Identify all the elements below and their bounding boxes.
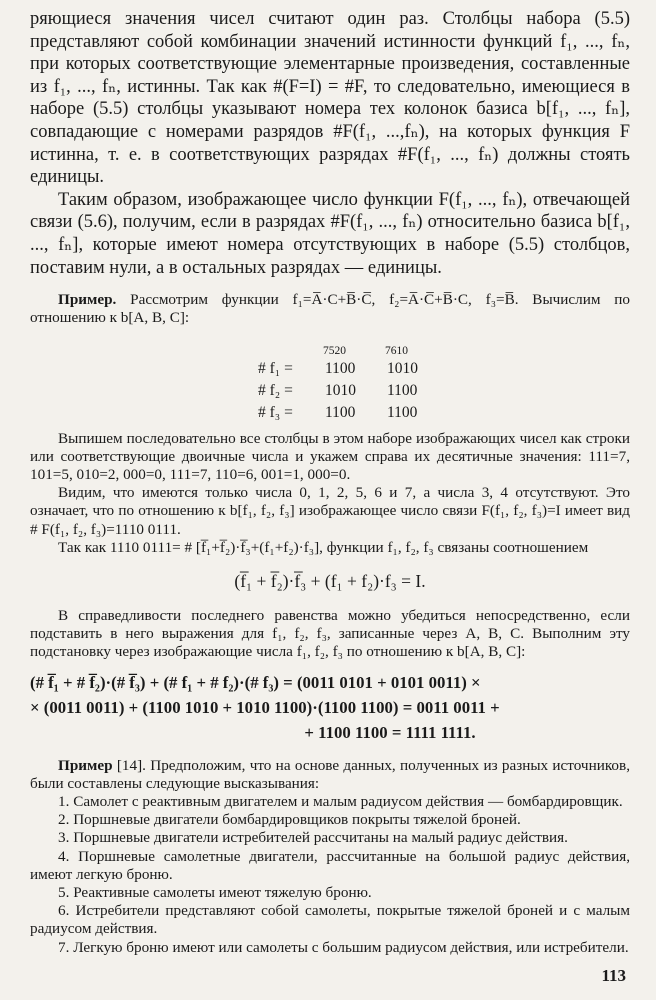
- row-label: # f₃ =: [258, 403, 293, 421]
- paragraph: Выпишем последовательно все столбцы в этом наборе изображающих чисел как строки или соответствующие двоичные числа и укажем справа их десятичные значения: 111=7, 101=5, 010=2, 000=0, 111=7, 110=6, 001=1, 000=0.: [30, 429, 630, 483]
- row-value: 1100: [325, 359, 356, 377]
- list-item: 2. Поршневые двигатели бомбардировщиков покрыты тяжелой броней.: [58, 811, 521, 829]
- formula-line: (# f̅₁ + # f̅₂)·(# f̅₃) + (# f₁ + # f₂)·(# f₃) = (0011 0101 + 0101 0011) ×: [30, 672, 481, 692]
- example-reference: [14].: [116, 756, 146, 774]
- paragraph: В справедливости последнего равенства можно убедиться непосредственно, если подставить в него выражения для f₁, f₂, f₃, записанные через A, B, C. Выполним эту подстановку через изображающие числа f₁, f₂, f₃ по отношению к b[A, B, C]:: [30, 606, 630, 661]
- substitution-formula: [30, 670, 630, 745]
- column-header: 7610: [385, 344, 408, 357]
- example-title: Пример: [58, 756, 113, 774]
- table-row: [30, 380, 630, 402]
- example-text: Предположим, что на основе данных, полученных из разных источников, были составлены следующие высказывания:: [30, 756, 630, 792]
- paragraph: ряющиеся значения чисел считают один раз. Столбцы набора (5.5) представляют собой комбинации значений истинности функций f₁, ..., fₙ, при которых соответствующие элементарные произведения, составленные из f₁, ..., fₙ, истинны. Так как #(F=I) = #F, то следовательно, имеющиеся в наборе (5.5) столбцы указывают номера тех колонок базиса b[f₁, ..., fₙ], совпадающие с номерами разрядов #F(f₁, ...,fₙ), на которых функция F истинна, т. е. в соответствующих разрядах #F(f₁, ..., fₙ) должны стоять единицы.: [30, 9, 630, 188]
- paragraph: Так как 1110 0111= # [f̅₁+f̅₂)·f̅₃+(f₁+f₂)·f₃], функции f₁, f₂, f₃ связаны соотношением: [58, 538, 589, 556]
- list-item: 6. Истребители представляют собой самолеты, покрытые тяжелой броней и с малым радиусом действия.: [30, 902, 630, 938]
- paragraph: Видим, что имеются только числа 0, 1, 2, 5, 6 и 7, а числа 3, 4 отсутствуют. Это означает, что по отношению к b[f₁, f₂, f₃] изображающее число связи F(f₁, f₂, f₃)=I имеет вид # F(f₁, f₂, f₃)=1110 0111.: [30, 484, 630, 538]
- example-title: Пример.: [58, 291, 117, 309]
- table-column-headers: [30, 336, 630, 358]
- row-value: 1010: [325, 381, 356, 399]
- row-label: # f₁ =: [258, 359, 293, 377]
- page-number: 113: [601, 966, 626, 985]
- example-2-paragraph: [30, 757, 630, 793]
- row-value: 1100: [387, 381, 418, 399]
- list-item: 4. Поршневые самолетные двигатели, рассчитанные на большой радиус действия, имеют легкую броню.: [30, 847, 630, 883]
- formula-line: × (0011 0011) + (1100 1010 + 1010 1100)·(1100 1100) = 0011 0011 +: [30, 697, 500, 717]
- formula-line: + 1100 1100 = 1111 1111.: [304, 722, 476, 742]
- list-item: 5. Реактивные самолеты имеют тяжелую броню.: [58, 883, 372, 901]
- page-content: [30, 8, 630, 957]
- list-item: 1. Самолет с реактивным двигателем и малым радиусом действия — бомбардировщик.: [58, 792, 623, 810]
- table-row: [30, 402, 630, 424]
- row-value: 1100: [387, 403, 418, 421]
- list-item: 7. Легкую броню имеют или самолеты с большим радиусом действия, или истребители.: [58, 938, 629, 956]
- row-label: # f₂ =: [258, 381, 293, 399]
- row-value: 1010: [387, 359, 418, 377]
- column-header: 7520: [323, 344, 346, 357]
- example-text: Рассмотрим функции f₁=A̅·C+B̅·C̅, f₂=A̅·C̅+B̅·C, f₃=B̅. Вычислим по отношению к b[A, B, C]:: [30, 291, 630, 327]
- example-1-paragraph: [30, 291, 630, 327]
- row-value: 1100: [325, 403, 356, 421]
- table-row: [30, 358, 630, 380]
- representation-table: [30, 336, 630, 424]
- list-item: 3. Поршневые двигатели истребителей рассчитаны на малый радиус действия.: [58, 829, 568, 847]
- statements-list: [30, 793, 630, 957]
- paragraph: Таким образом, изображающее число функции F(f₁, ..., fₙ), отвечающей связи (5.6), получим, если в разрядах #F(f₁, ..., fₙ) относительно базиса b[f₁, ..., fₙ], которые имеют номера отсутствующих в наборе (5.5) столбцов, поставим нули, а в остальных разрядах — единицы.: [30, 189, 630, 278]
- relation-formula: (f̅₁ + f̅₂)·f̅₃ + (f₁ + f₂)·f₃ = I.: [234, 570, 426, 591]
